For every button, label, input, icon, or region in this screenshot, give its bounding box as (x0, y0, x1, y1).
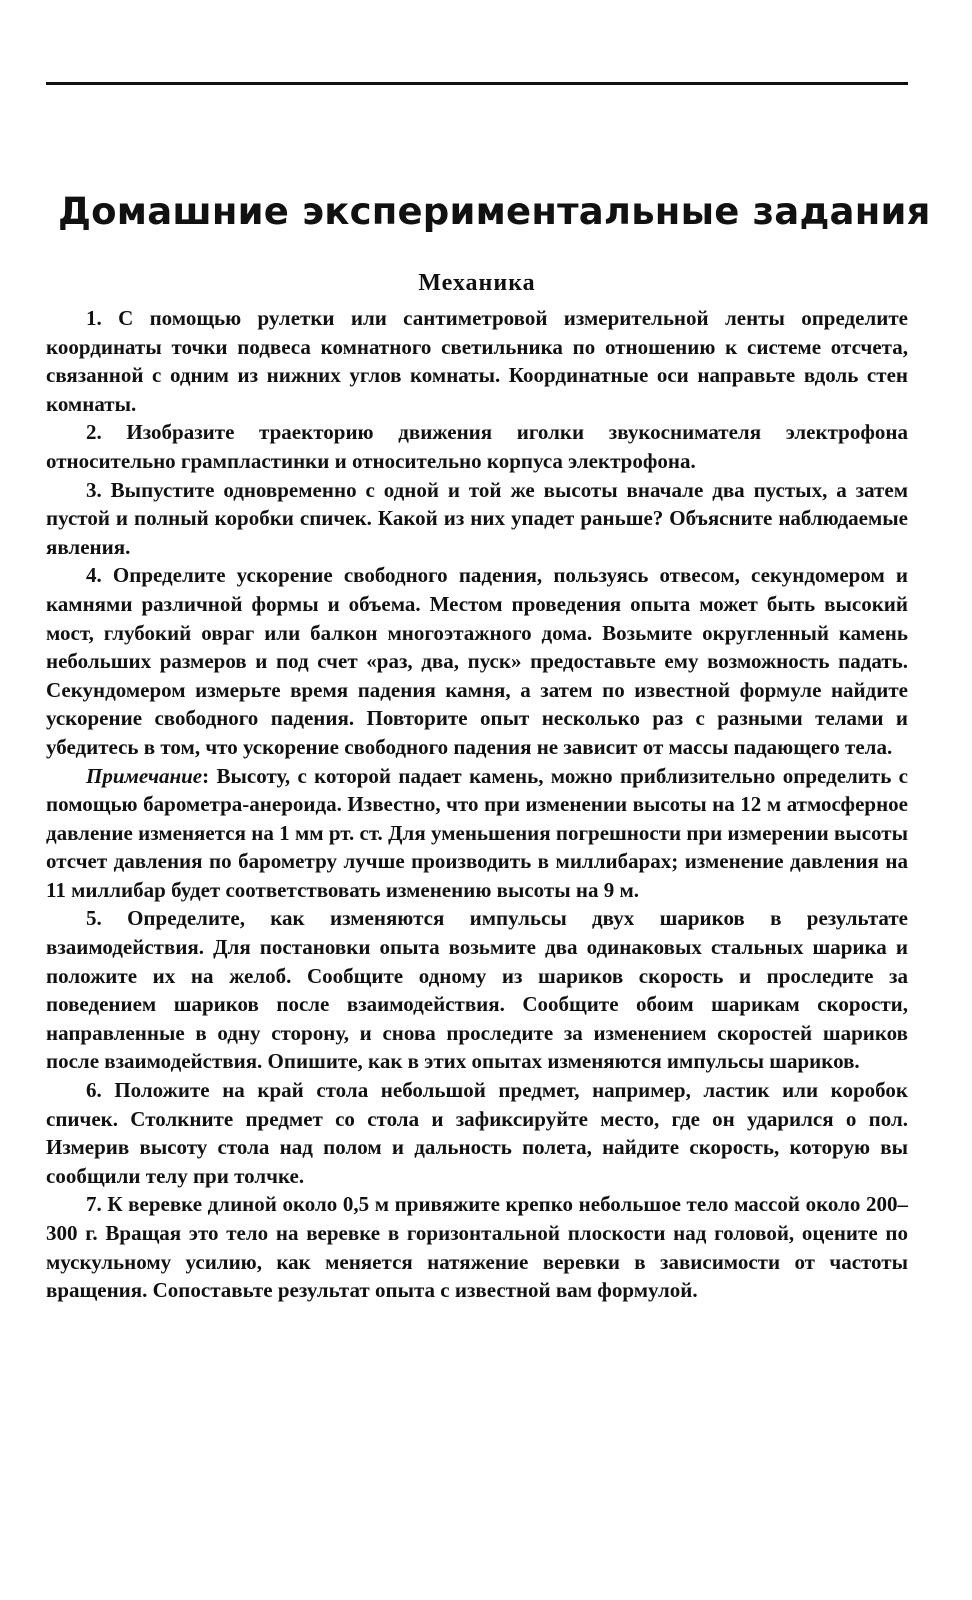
page-title: Домашние экспериментальные задания (58, 190, 931, 233)
task-paragraph-2: 2. Изобразите траекторию движения иголки звукоснимателя электрофона относительно грампластинки и относительно корпуса электрофона. (46, 420, 908, 473)
section-heading: Механика (418, 270, 536, 296)
note-label: Примечание (86, 763, 203, 788)
note-text: : Высоту, с которой падает камень, можно приблизительно определить с помощью барометра-анероида. Известно, что при изменении высоты на 12 м атмосферное давление изменяется на 1 мм рт. ст. Для уменьшения погрешности при измерении высоты отсчет давления по барометру лучше производить в миллибарах; изменение давления на 11 миллибар будет соответствовать изменению высоты на 9 м. (46, 763, 908, 902)
body-text (46, 304, 908, 1305)
task-paragraph-4: 4. Определите ускорение свободного падения, пользуясь отвесом, секундомером и камнями различной формы и объема. Местом проведения опыта может быть высокий мост, глубокий овраг или балкон многоэтажного дома. Возьмите округленный камень небольших размеров и под счет «раз, два, пуск» предоставьте ему возможность падать. Секундомером измерьте время падения камня, а затем по известной формуле найдите ускорение свободного падения. Повторите опыт несколько раз с разными телами и убедитесь в том, что ускорение свободного падения не зависит от массы падающего тела. (46, 563, 908, 759)
task-paragraph-7: 7. К веревке длиной около 0,5 м привяжите крепко небольшое тело массой около 200–300 г. Вращая это тело на веревке в горизонтальной плоскости над головой, оцените по мускульному усилию, как меняется натяжение веревки в зависимости от частоты вращения. Сопоставьте результат опыта с известной вам формулой. (46, 1192, 908, 1303)
note-paragraph (46, 762, 908, 905)
task-paragraph-1: 1. С помощью рулетки или сантиметровой измерительной ленты определите координаты точки подвеса комнатного светильника по отношению к системе отсчета, связанной с одним из нижних углов комнаты. Координатные оси направьте вдоль стен комнаты. (46, 306, 908, 416)
task-paragraph-6: 6. Положите на край стола небольшой предмет, например, ластик или коробок спичек. Столкните предмет со стола и зафиксируйте место, где он ударился о пол. Измерив высоту стола над полом и дальность полета, найдите скорость, которую вы сообщили телу при толчке. (46, 1078, 908, 1188)
top-rule (46, 82, 908, 85)
task-paragraph-5: 5. Определите, как изменяются импульсы двух шариков в результате взаимодействия. Для постановки опыта возьмите два одинаковых стальных шарика и положите их на желоб. Сообщите одному из шариков скорость и проследите за поведением шариков после взаимодействия. Сообщите обоим шарикам скорости, направленные в одну сторону, и снова проследите за изменением скоростей шариков после взаимодействия. Опишите, как в этих опытах изменяются импульсы шариков. (46, 906, 908, 1074)
task-paragraph-3: 3. Выпустите одновременно с одной и той же высоты вначале два пустых, а затем пустой и полный коробки спичек. Какой из них упадет раньше? Объясните наблюдаемые явления. (46, 477, 908, 559)
